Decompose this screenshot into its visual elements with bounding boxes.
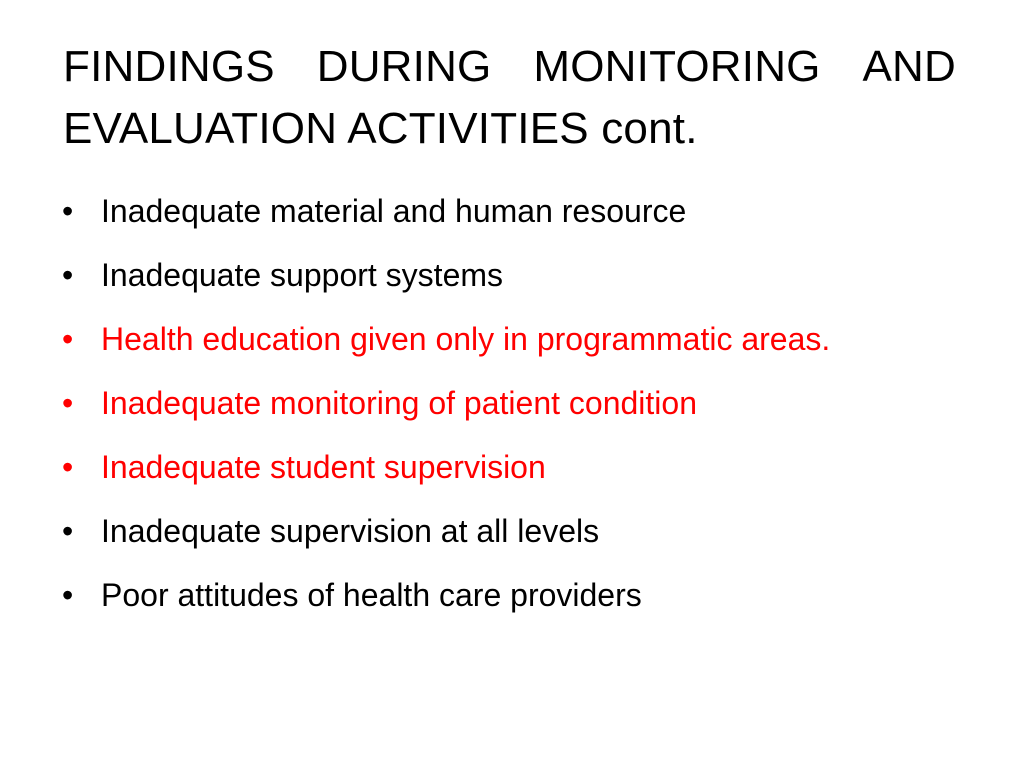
bullet-list [62, 184, 962, 632]
bullet-icon: • [62, 321, 74, 357]
bullet-item-material-resource [62, 184, 962, 238]
bullet-icon: • [62, 449, 74, 485]
title-word: FINDINGS [63, 42, 275, 91]
bullet-item-provider-attitudes [62, 568, 962, 622]
bullet-icon: • [62, 193, 74, 229]
bullet-text: Poor attitudes of health care providers [101, 577, 642, 613]
bullet-item-supervision-levels [62, 504, 962, 558]
title-word: AND [862, 42, 956, 91]
bullet-item-support-systems [62, 248, 962, 302]
title-word: MONITORING [533, 42, 821, 91]
slide-title-line-2: EVALUATION ACTIVITIES cont. [63, 104, 698, 153]
bullet-icon: • [62, 257, 74, 293]
slide-title [63, 36, 963, 160]
bullet-icon: • [62, 513, 74, 549]
bullet-text: Inadequate monitoring of patient condition [101, 385, 697, 421]
bullet-item-student-supervision [62, 440, 962, 494]
bullet-item-health-education [62, 312, 962, 366]
bullet-text: Health education given only in programmatic areas. [101, 321, 831, 357]
bullet-text: Inadequate supervision at all levels [101, 513, 600, 549]
bullet-icon: • [62, 385, 74, 421]
bullet-icon: • [62, 577, 74, 613]
bullet-text: Inadequate material and human resource [101, 193, 687, 229]
bullet-item-patient-monitoring [62, 376, 962, 430]
title-word: DURING [316, 42, 492, 91]
bullet-text: Inadequate support systems [101, 257, 504, 293]
slide-title-line-1 [63, 36, 956, 98]
bullet-text: Inadequate student supervision [101, 449, 546, 485]
